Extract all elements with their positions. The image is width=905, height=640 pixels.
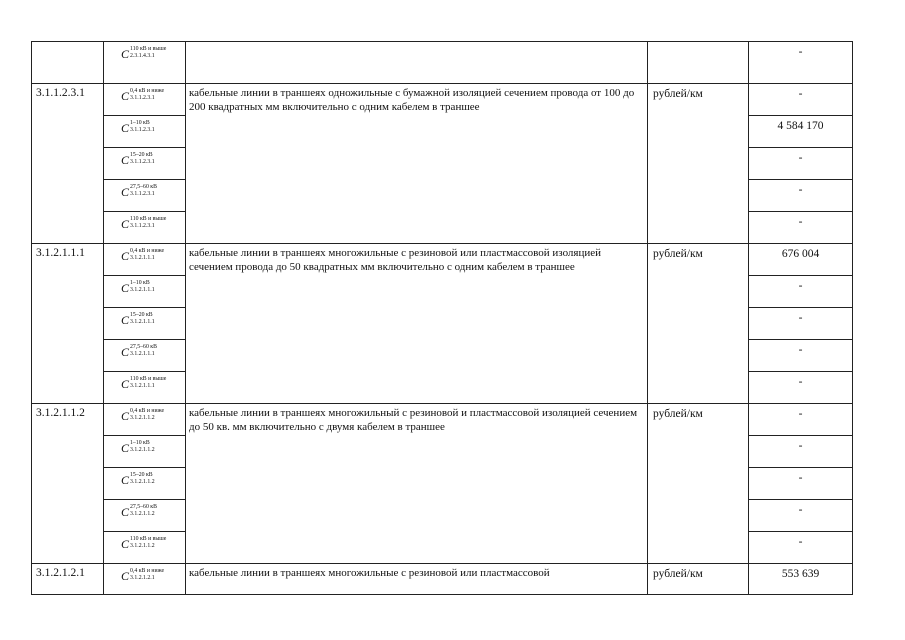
item-description: кабельные линии в траншеях многожильный с резиновой и пластмассовой изоляцией сечением до 50 кв. мм включительно с двумя кабелем в траншее bbox=[186, 404, 648, 564]
rate-index: 3.1.2.1.1.1 bbox=[130, 382, 155, 389]
item-code: 3.1.2.1.1.1 bbox=[32, 244, 104, 404]
rate-symbol-letter: C bbox=[121, 89, 130, 103]
rate-symbol-letter: C bbox=[121, 153, 130, 167]
voltage-class: 15–20 кВ bbox=[130, 312, 153, 318]
rate-index: 3.1.1.2.3.1 bbox=[130, 94, 155, 101]
rate-symbol-letter: C bbox=[121, 47, 130, 61]
rate-symbol bbox=[104, 372, 186, 404]
rate-value: 553 639 bbox=[749, 564, 853, 595]
rate-index: 3.1.2.1.1.1 bbox=[130, 254, 155, 261]
rate-symbol-letter: C bbox=[121, 441, 130, 455]
rate-symbol bbox=[104, 308, 186, 340]
rate-index: 3.1.2.1.1.1 bbox=[130, 318, 155, 325]
item-code: 3.1.2.1.1.2 bbox=[32, 404, 104, 564]
rate-symbol-letter: C bbox=[121, 473, 130, 487]
rate-value: - bbox=[749, 276, 853, 308]
rate-value: - bbox=[749, 436, 853, 468]
table-row bbox=[32, 244, 853, 276]
voltage-class: 15–20 кВ bbox=[130, 152, 153, 158]
rate-value: - bbox=[749, 180, 853, 212]
rate-value: 676 004 bbox=[749, 244, 853, 276]
rate-value: - bbox=[749, 372, 853, 404]
rate-value: - bbox=[749, 212, 853, 244]
rate-value: - bbox=[749, 84, 853, 116]
voltage-class: 110 кВ и выше bbox=[130, 376, 167, 382]
rate-symbol bbox=[104, 212, 186, 244]
rate-symbol-letter: C bbox=[121, 281, 130, 295]
unit-of-measure: рублей/км bbox=[648, 84, 749, 244]
rate-symbol-letter: C bbox=[121, 569, 130, 583]
item-description: кабельные линии в траншеях одножильные с бумажной изоляцией сечением провода от 100 до 200 квадратных мм включительно с одним кабелем в траншее bbox=[186, 84, 648, 244]
voltage-class: 1–10 кВ bbox=[130, 280, 150, 286]
rate-symbol bbox=[104, 244, 186, 276]
rate-symbol bbox=[104, 436, 186, 468]
rate-symbol bbox=[104, 42, 186, 84]
rate-symbol bbox=[104, 180, 186, 212]
voltage-class: 1–10 кВ bbox=[130, 440, 150, 446]
rate-symbol-letter: C bbox=[121, 377, 130, 391]
rate-index: 3.1.2.1.2.1 bbox=[130, 574, 155, 581]
rate-symbol bbox=[104, 148, 186, 180]
rate-index: 3.1.2.1.1.1 bbox=[130, 350, 155, 357]
rate-value: - bbox=[749, 308, 853, 340]
rate-symbol bbox=[104, 468, 186, 500]
rate-value: - bbox=[749, 500, 853, 532]
rate-symbol bbox=[104, 340, 186, 372]
voltage-class: 0,4 кВ и ниже bbox=[130, 88, 165, 94]
rate-index: 3.1.2.1.1.2 bbox=[130, 478, 155, 485]
rate-index: 3.1.1.2.3.1 bbox=[130, 126, 155, 133]
rate-symbol bbox=[104, 276, 186, 308]
table-row bbox=[32, 42, 853, 84]
rate-index: 3.1.2.1.1.2 bbox=[130, 414, 155, 421]
rate-symbol-letter: C bbox=[121, 185, 130, 199]
rate-value: - bbox=[749, 468, 853, 500]
rate-value: - bbox=[749, 148, 853, 180]
voltage-class: 110 кВ и выше bbox=[130, 216, 167, 222]
rate-symbol bbox=[104, 532, 186, 564]
voltage-class: 15–20 кВ bbox=[130, 472, 153, 478]
unit-of-measure: рублей/км bbox=[648, 564, 749, 595]
rate-symbol-letter: C bbox=[121, 505, 130, 519]
rate-index: 3.1.2.1.1.2 bbox=[130, 542, 155, 549]
rate-index: 3.1.1.2.3.1 bbox=[130, 222, 155, 229]
rate-symbol-letter: C bbox=[121, 409, 130, 423]
unit-of-measure: рублей/км bbox=[648, 404, 749, 564]
rate-value: - bbox=[749, 42, 853, 84]
rate-symbol bbox=[104, 116, 186, 148]
rate-symbol bbox=[104, 404, 186, 436]
table-row bbox=[32, 84, 853, 116]
voltage-class: 27,5–60 кВ bbox=[130, 184, 157, 190]
rate-value: - bbox=[749, 532, 853, 564]
voltage-class: 0,4 кВ и ниже bbox=[130, 568, 165, 574]
voltage-class: 110 кВ и выше bbox=[130, 46, 167, 52]
rate-symbol-letter: C bbox=[121, 217, 130, 231]
item-description bbox=[186, 42, 648, 84]
item-description: кабельные линии в траншеях многожильные с резиновой или пластмассовой bbox=[186, 564, 648, 595]
voltage-class: 0,4 кВ и ниже bbox=[130, 408, 165, 414]
rate-symbol-letter: C bbox=[121, 345, 130, 359]
rate-index: 3.1.2.1.1.1 bbox=[130, 286, 155, 293]
rate-value: 4 584 170 bbox=[749, 116, 853, 148]
rate-value: - bbox=[749, 340, 853, 372]
rate-symbol bbox=[104, 84, 186, 116]
rate-symbol bbox=[104, 500, 186, 532]
voltage-class: 27,5–60 кВ bbox=[130, 344, 157, 350]
rate-symbol bbox=[104, 564, 186, 595]
item-code bbox=[32, 42, 104, 84]
rate-value: - bbox=[749, 404, 853, 436]
item-code: 3.1.2.1.2.1 bbox=[32, 564, 104, 595]
rate-symbol-letter: C bbox=[121, 249, 130, 263]
unit-of-measure bbox=[648, 42, 749, 84]
unit-of-measure: рублей/км bbox=[648, 244, 749, 404]
rate-index: 3.1.1.2.3.1 bbox=[130, 158, 155, 165]
item-code: 3.1.1.2.3.1 bbox=[32, 84, 104, 244]
rate-index: 3.1.1.2.3.1 bbox=[130, 190, 155, 197]
table-row bbox=[32, 564, 853, 595]
rate-index: 3.1.2.1.1.2 bbox=[130, 446, 155, 453]
voltage-class: 27,5–60 кВ bbox=[130, 504, 157, 510]
rate-symbol-letter: C bbox=[121, 313, 130, 327]
table-row bbox=[32, 404, 853, 436]
tariff-table bbox=[31, 41, 853, 595]
item-description: кабельные линии в траншеях многожильные с резиновой или пластмассовой изоляцией сечением провода до 50 квадратных мм включительно с одним кабелем в траншее bbox=[186, 244, 648, 404]
rate-index: 2.3.1.4.3.1 bbox=[130, 52, 155, 59]
voltage-class: 0,4 кВ и ниже bbox=[130, 248, 165, 254]
voltage-class: 110 кВ и выше bbox=[130, 536, 167, 542]
voltage-class: 1–10 кВ bbox=[130, 120, 150, 126]
rate-symbol-letter: C bbox=[121, 121, 130, 135]
rate-symbol-letter: C bbox=[121, 537, 130, 551]
rate-index: 3.1.2.1.1.2 bbox=[130, 510, 155, 517]
